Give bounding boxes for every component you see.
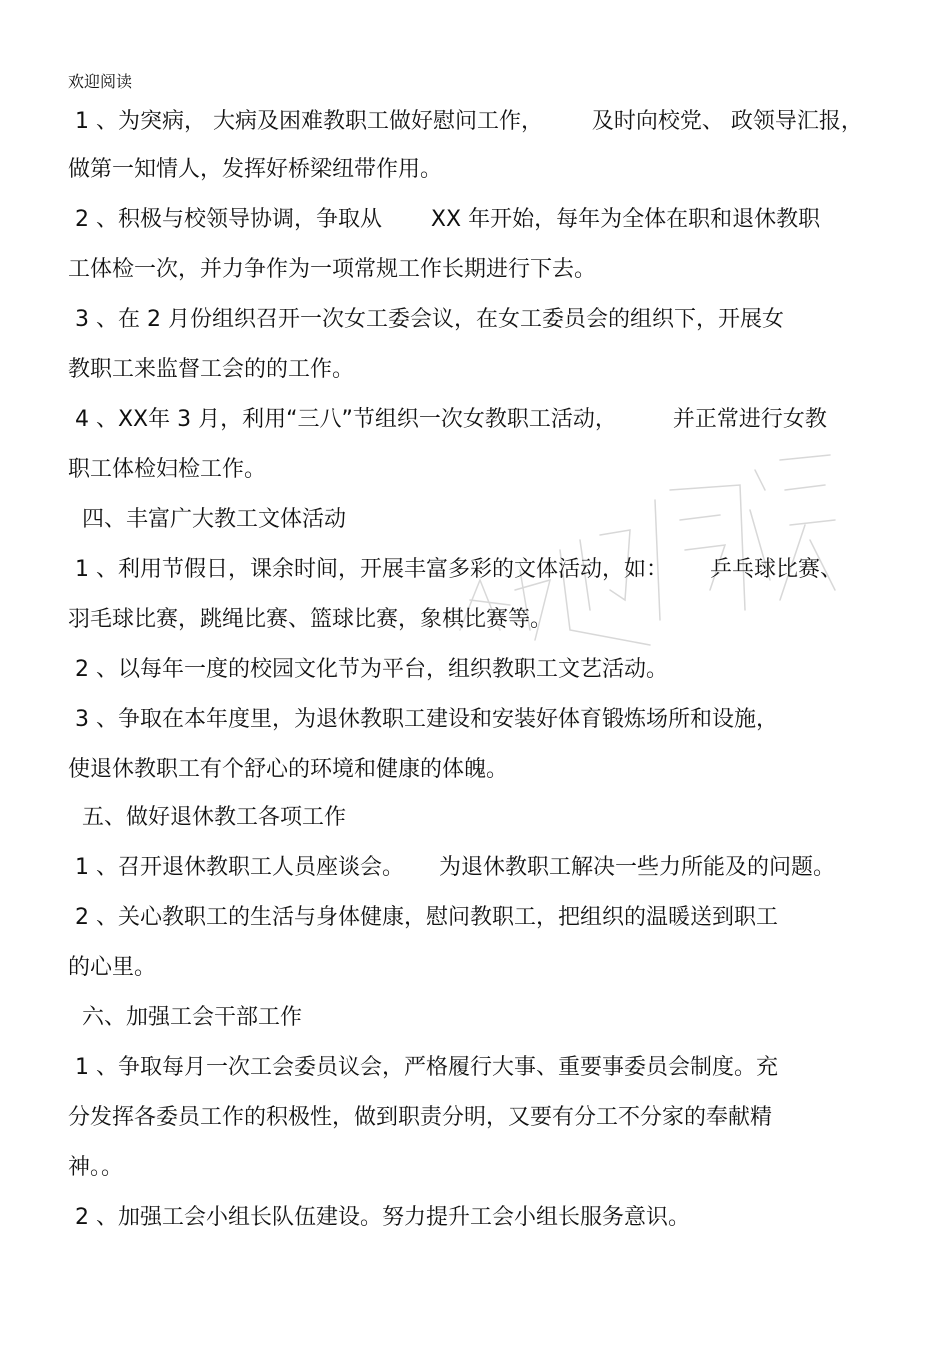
text-line-13: 3 、争取在本年度里，为退休教职工建设和安装好体育锻炼场所和设施， — [68, 707, 778, 732]
text-line-11: 羽毛球比赛，跳绳比赛、篮球比赛，象棋比赛等。 — [68, 607, 553, 632]
text-line-10: 1 、利用节假日，课余时间，开展丰富多彩的文体活动，如： 乒乓球比赛、 — [68, 557, 842, 582]
text-line-5: 3 、在 2 月份组织召开一次女工委会议，在女工委员会的组织下，开展女 — [68, 307, 784, 332]
text-line-7: 4 、XX年 3 月，利用“三八”节组织一次女教职工活动， 并正常进行女教 — [68, 407, 827, 432]
text-line-16: 1 、召开退休教职工人员座谈会。 为退休教职工解决一些力所能及的问题。 — [68, 855, 835, 880]
text-line-3: 2 、积极与校领导协调，争取从 XX 年开始，每年为全体在职和退休教职 — [68, 207, 821, 232]
text-line-18: 的心里。 — [68, 955, 157, 980]
section-heading-5: 五、做好退休教工各项工作 — [68, 805, 346, 830]
text-line-17: 2 、关心教职工的生活与身体健康，慰问教职工，把组织的温暖送到职工 — [68, 905, 778, 930]
text-line-23: 2 、加强工会小组长队伍建设。努力提升工会小组长服务意识。 — [68, 1205, 690, 1230]
text-line-1: 1 、为突病， 大病及困难教职工做好慰问工作， 及时向校党、 政领导汇报， — [68, 109, 863, 134]
text-line-14: 使退休教职工有个舒心的环境和健康的体魄。 — [68, 757, 509, 782]
text-line-6: 教职工来监督工会的的工作。 — [68, 357, 355, 382]
page-header-text: 欢迎阅读 — [68, 72, 133, 91]
text-line-8: 职工体检妇检工作。 — [68, 457, 267, 482]
text-line-4: 工体检一次，并力争作为一项常规工作长期进行下去。 — [68, 257, 597, 282]
text-line-21: 分发挥各委员工作的积极性，做到职责分明，又要有分工不分家的奉献精 — [68, 1105, 773, 1130]
section-heading-6: 六、加强工会干部工作 — [68, 1005, 302, 1030]
text-line-22: 神。。 — [68, 1155, 124, 1180]
text-line-12: 2 、以每年一度的校园文化节为平台，组织教职工文艺活动。 — [68, 657, 668, 682]
section-heading-4: 四、丰富广大教工文体活动 — [68, 507, 346, 532]
text-line-20: 1 、争取每月一次工会委员议会，严格履行大事、重要事委员会制度。充 — [68, 1055, 778, 1080]
text-line-2: 做第一知情人，发挥好桥梁纽带作用。 — [68, 157, 443, 182]
